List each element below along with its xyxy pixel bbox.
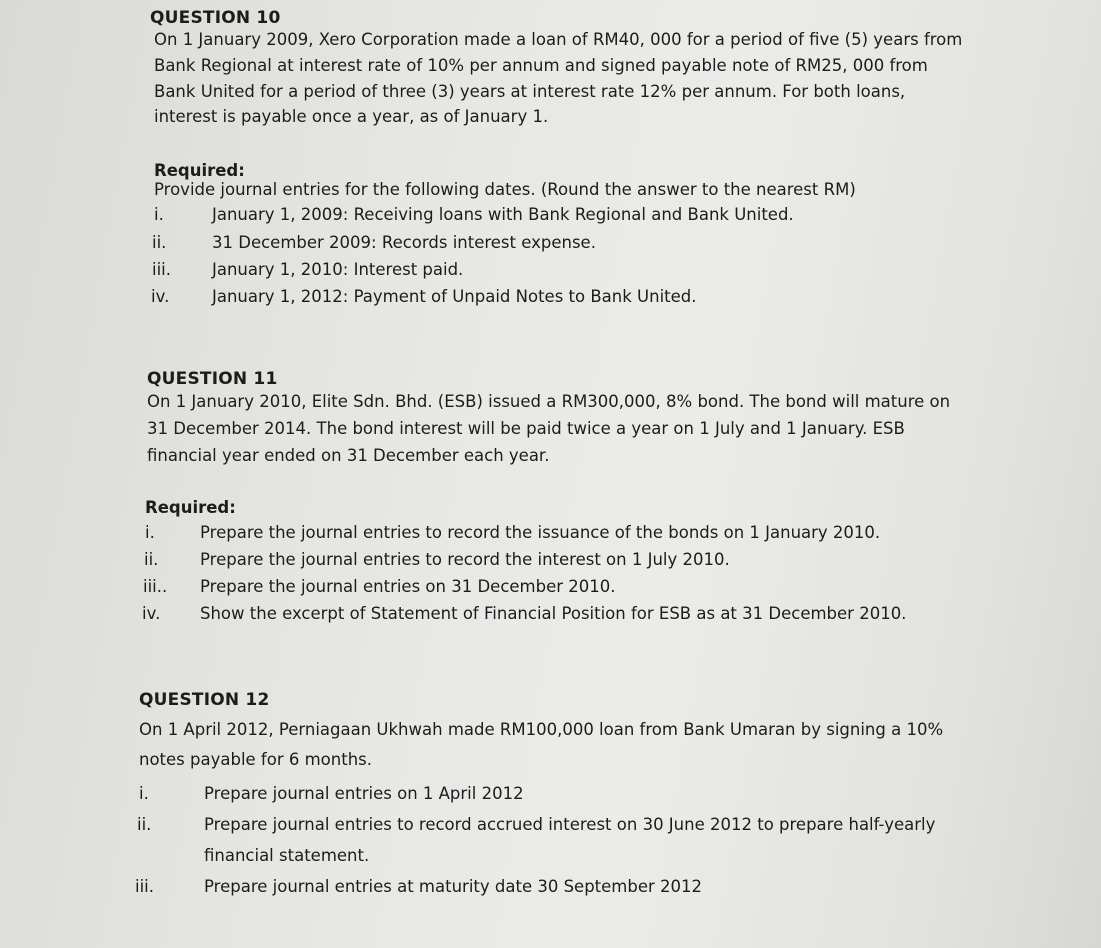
question-12-item-text: Prepare journal entries at maturity date 30 September 2012 <box>204 877 703 896</box>
question-10-text-line: interest is payable once a year, as of January 1. <box>154 107 549 126</box>
question-10-item-text: January 1, 2009: Receiving loans with Bank Regional and Bank United. <box>212 205 794 224</box>
question-11-text-line: On 1 January 2010, Elite Sdn. Bhd. (ESB) issued a RM300,000, 8% bond. The bond will mature on <box>147 392 951 411</box>
question-10-item-text: January 1, 2010: Interest paid. <box>212 260 464 279</box>
question-11-item-number: ii. <box>144 550 159 569</box>
question-11-item-number: iii.. <box>143 577 168 596</box>
question-12-item-number: i. <box>139 784 149 803</box>
question-12-item-number: iii. <box>135 877 154 896</box>
question-11-text-line: financial year ended on 31 December each year. <box>147 446 550 465</box>
question-10-item-number: i. <box>154 205 164 224</box>
question-11-item-text: Prepare the journal entries to record the issuance of the bonds on 1 January 2010. <box>200 523 881 542</box>
question-10-item-number: ii. <box>152 233 167 252</box>
question-11-item-number: iv. <box>142 604 161 623</box>
question-12-item-text: Prepare journal entries on 1 April 2012 <box>204 784 524 803</box>
question-10-text-line: On 1 January 2009, Xero Corporation made a loan of RM40, 000 for a period of five (5) years from <box>154 30 963 49</box>
question-11-item-text: Show the excerpt of Statement of Financial Position for ESB as at 31 December 2010. <box>200 604 907 623</box>
question-12-title: QUESTION 12 <box>139 690 270 710</box>
question-11-title: QUESTION 11 <box>147 369 278 389</box>
question-10-title: QUESTION 10 <box>150 8 281 28</box>
question-11-item-number: i. <box>145 523 155 542</box>
question-12-item-number: ii. <box>137 815 152 834</box>
question-11-text-line: 31 December 2014. The bond interest will be paid twice a year on 1 July and 1 January. ESB <box>147 419 905 438</box>
question-12-item-text: Prepare journal entries to record accrued interest on 30 June 2012 to prepare half-yearly <box>204 815 936 834</box>
question-10-text-line: Bank United for a period of three (3) years at interest rate 12% per annum. For both loans, <box>154 82 906 101</box>
question-10-item-number: iii. <box>152 260 171 279</box>
question-11-item-text: Prepare the journal entries to record the interest on 1 July 2010. <box>200 550 730 569</box>
question-10-item-number: iv. <box>151 287 170 306</box>
question-12-item-text-continued: financial statement. <box>204 846 370 865</box>
question-10-item-text: January 1, 2012: Payment of Unpaid Notes to Bank United. <box>212 287 697 306</box>
question-10-item-text: 31 December 2009: Records interest expense. <box>212 233 596 252</box>
question-10-text-line: Bank Regional at interest rate of 10% per annum and signed payable note of RM25, 000 from <box>154 56 928 75</box>
question-11-item-text: Prepare the journal entries on 31 December 2010. <box>200 577 616 596</box>
question-12-text-line: On 1 April 2012, Perniagaan Ukhwah made RM100,000 loan from Bank Umaran by signing a 10% <box>139 720 944 739</box>
question-10-instruction: Provide journal entries for the following dates. (Round the answer to the nearest RM) <box>154 180 856 199</box>
question-10-required-heading: Required: <box>154 161 245 180</box>
question-11-required-heading: Required: <box>145 498 236 517</box>
question-12-text-line: notes payable for 6 months. <box>139 750 372 769</box>
